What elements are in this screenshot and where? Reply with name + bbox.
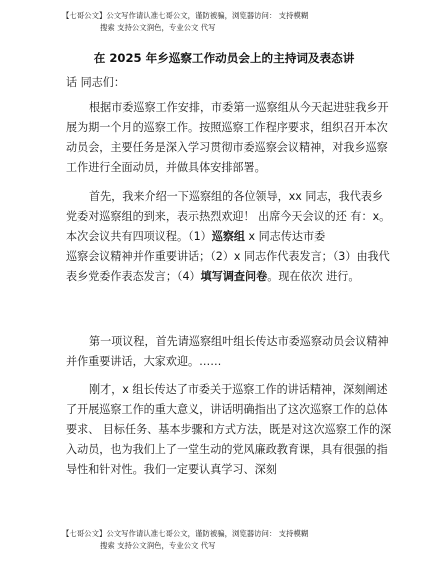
footer-line-2: 搜索 支持公文润色，专业公文 代写	[100, 541, 216, 550]
document-title: 在 2025 年乡巡察工作动员会上的主持词及表态讲	[93, 51, 355, 65]
page-header-bottom	[62, 528, 392, 552]
paragraph-1: 根据市委巡察工作安排，市委第一巡察组从今天起进驻我乡开展为期一个月的巡察工作。按照巡察工作程序要求，组织召开本次动员会，主要任务是深入学习贯彻市委巡察会议精神，对我乡巡察工作进行全面动员，并做具体安排部署。	[66, 101, 389, 174]
page-header-top	[62, 10, 392, 34]
paragraph-2-text-d: 巡察会议精神并作重要讲话；（2）x 同志作代表发言；（3）由我代表乡党委作表态发言；（4）	[66, 250, 390, 283]
paragraph-2-text-e: 。现在依次 进行。	[267, 270, 360, 283]
header-line-2: 搜索 支持公文润色，专业公文 代写	[100, 23, 216, 32]
paragraph-2-text-c: x 同志传达市委	[245, 230, 326, 243]
header-line-1: 【七哥公文】公文写作请认准七哥公文，谨防被骗，浏览器访问： 支持模糊	[62, 11, 309, 20]
paragraph-2-text-a: 首先，我来介绍一下巡察组的各位领导，xx 同志，我代表乡党委对巡察组的到来，表示热烈欢迎！ 出席今天会议的还 有：x。本次会议共有四项议程。（1）	[66, 190, 391, 243]
paragraph-2-bold-1: 巡察组	[211, 230, 246, 243]
paragraph-2-bold-2: 填写调查问卷	[200, 270, 268, 283]
greeting: 话 同志们：	[66, 76, 125, 89]
paragraph-3: 第一项议程，首先请巡察组叶组长传达市委巡察动员会议精神并作重要讲话，大家欢迎。……	[66, 335, 389, 368]
footer-line-1: 【七哥公文】公文写作请认准七哥公文，谨防被骗，浏览器访问： 支持模糊	[62, 529, 309, 538]
paragraph-2	[66, 187, 394, 287]
paragraph-4: 刚才，x 组长传达了市委关于巡察工作的讲话精神，深刻阐述了开展巡察工作的重大意义，讲话明确指出了这次巡察工作的总体要求、 目标任务、基本步骤和方式方法，既是对这次巡察工作的深入动员，也为我们上了一堂生动的党风廉政教育课，具有很强的指导性和针对性。我们一定要认真学习、深刻	[66, 383, 392, 476]
